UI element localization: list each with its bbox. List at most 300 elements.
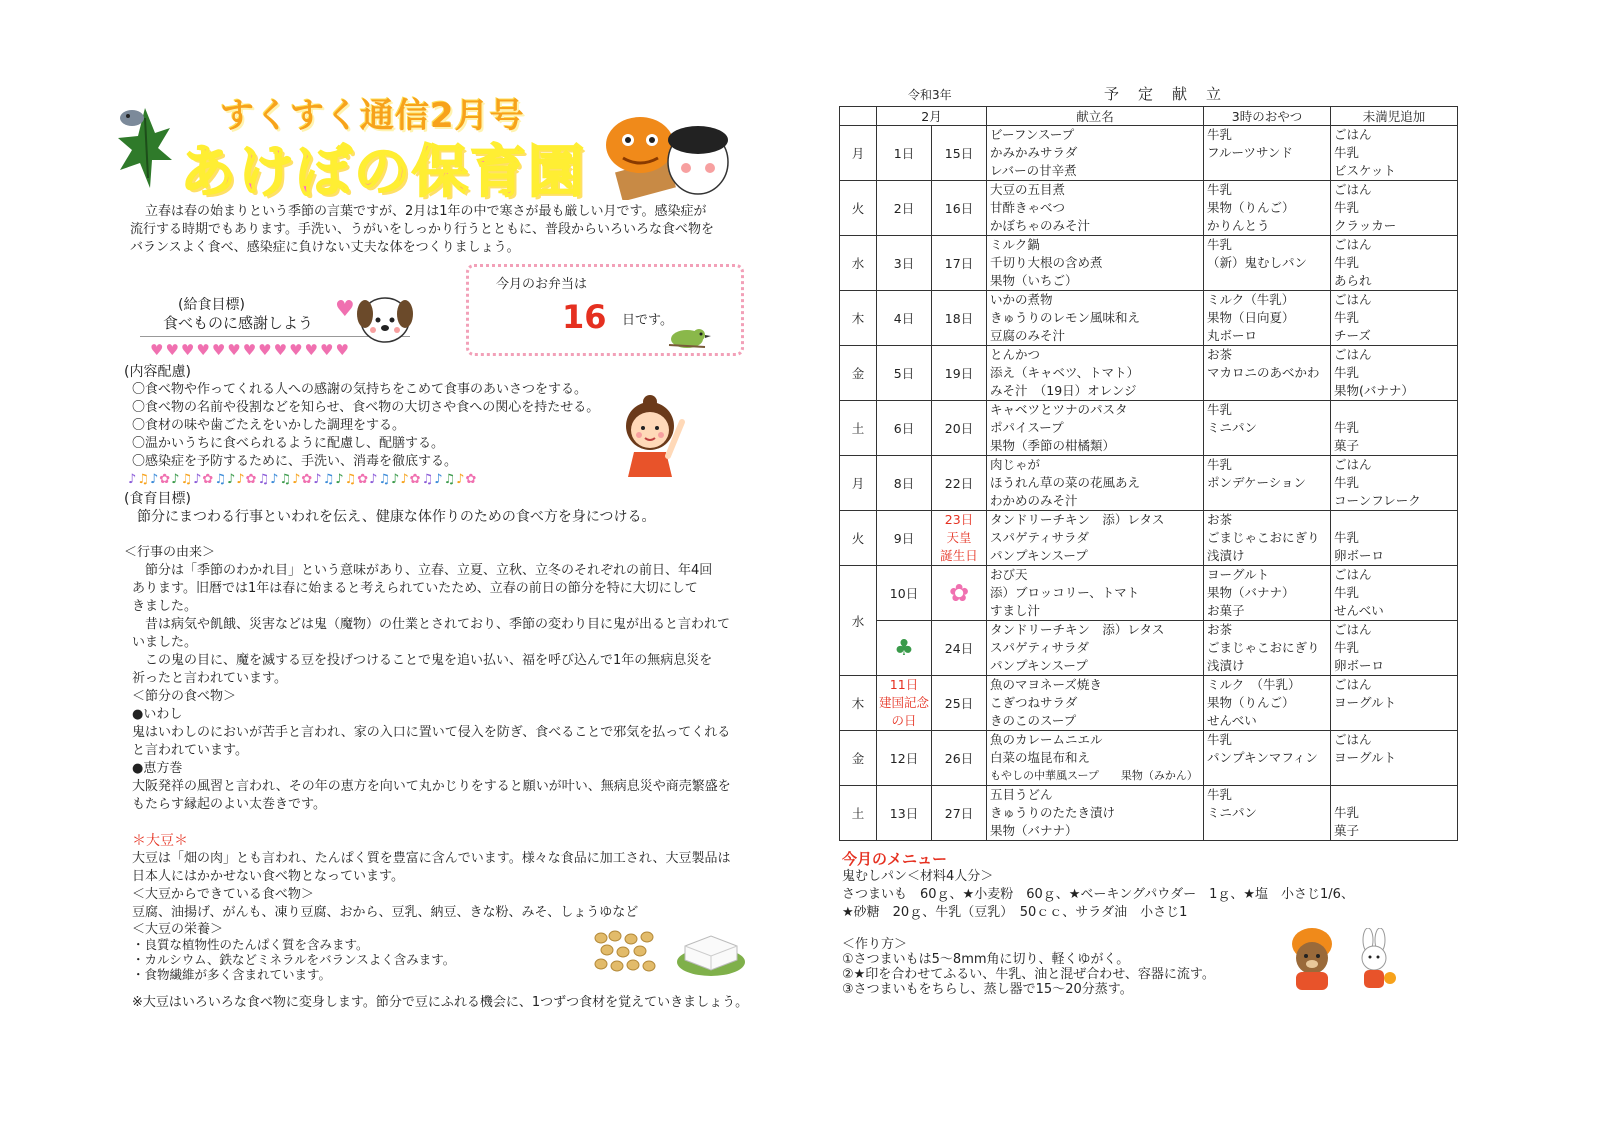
- cell-dow: 金: [840, 346, 877, 401]
- cell-line: ごまじゃこおにぎり: [1207, 640, 1320, 655]
- cell-line: いかの煮物: [990, 292, 1053, 307]
- cell-line: ミルク（牛乳）: [1207, 292, 1295, 307]
- cell-date-1: [877, 676, 932, 731]
- soy-nutrition-item: ・良質な植物性のたんぱく質を含みます。: [132, 937, 369, 952]
- cell-line: 果物（バナナ）: [990, 823, 1078, 838]
- bento-day: 16: [562, 298, 607, 336]
- cell-dow: 土: [840, 401, 877, 456]
- goal-heading: (給食目標): [178, 297, 245, 313]
- cell-line: ごはん: [1334, 347, 1372, 362]
- cell-line: [1334, 767, 1457, 785]
- recipe-step: ①さつまいもは5～8mm角に切り、軽くゆがく。: [842, 952, 1130, 967]
- cell-line: すまし汁: [990, 603, 1041, 618]
- cell-line: あられ: [1334, 273, 1372, 288]
- cell-line: ごまじゃこおにぎり: [1207, 530, 1320, 545]
- cell-line: 白菜の塩昆布和え: [990, 750, 1091, 765]
- cell-line: 肉じゃが: [990, 457, 1041, 472]
- cell-line: 菓子: [1334, 823, 1360, 838]
- cell-line: ごはん: [1334, 127, 1372, 142]
- content-item: 〇食べ物や作ってくれる人への感謝の気持ちをこめて食事のあいさつをする。: [132, 382, 588, 397]
- cell-line: 五目うどん: [990, 787, 1053, 802]
- cell-date-2: 19日: [932, 346, 987, 401]
- goal-text: 食べものに感謝しよう: [163, 314, 314, 332]
- cell-snack: [1204, 346, 1331, 401]
- tofu-icon: [675, 922, 747, 978]
- schedule-era: 令和3年: [908, 88, 952, 102]
- heart-icon: ♥: [335, 341, 349, 359]
- cell-dish: [987, 456, 1204, 511]
- header-dish: 献立名: [987, 107, 1204, 126]
- cell-line: [1334, 712, 1457, 730]
- origin-heading: ＜行事の由来＞: [124, 545, 216, 560]
- cell-line: 牛乳: [1334, 420, 1360, 435]
- header-month: 2月: [877, 107, 987, 126]
- cell-dish: [987, 566, 1204, 621]
- cell-line: 牛乳: [1334, 310, 1360, 325]
- cell-snack: [1204, 236, 1331, 291]
- cell-line: きのこのスープ: [990, 713, 1077, 728]
- cell-line: タンドリーチキン 添）レタス: [990, 512, 1165, 527]
- cell-infant: [1331, 676, 1458, 731]
- education-text: 節分にまつわる行事といわれを伝え、健康な体作りのための食べ方を身につける。: [137, 509, 656, 525]
- cell-line: コーンフレーク: [1334, 493, 1421, 508]
- cell-snack: [1204, 291, 1331, 346]
- table-row: [840, 401, 1458, 456]
- cell-line: 牛乳: [1334, 200, 1360, 215]
- table-row: [840, 236, 1458, 291]
- cell-date-2: 26日: [932, 731, 987, 786]
- recipe-heading: 今月のメニュー: [842, 850, 948, 868]
- cell-infant: [1331, 346, 1458, 401]
- cell-line: きゅうりのレモン風味和え: [990, 310, 1141, 325]
- cell-line: [1207, 437, 1330, 455]
- table-row: [840, 731, 1458, 786]
- table-row: [840, 126, 1458, 181]
- cell-line: 卵ボーロ: [1334, 658, 1385, 673]
- cell-date-1: 6日: [877, 401, 932, 456]
- cell-infant: [1331, 786, 1458, 841]
- heart-icon: ♥: [150, 341, 164, 359]
- cell-line: ヨーグルト: [1334, 750, 1397, 765]
- cell-line: 牛乳: [1334, 255, 1360, 270]
- cell-snack: [1204, 731, 1331, 786]
- heart-icon: ♥: [304, 341, 318, 359]
- cell-line: せんべい: [1334, 603, 1384, 618]
- ehomaki-title: ●恵方巻: [132, 761, 183, 776]
- cell-date-2: 17日: [932, 236, 987, 291]
- table-row: [840, 511, 1458, 566]
- cell-line: もやしの中華風スープ 果物（みかん）: [990, 769, 1198, 782]
- cell-date-1: 9日: [877, 511, 932, 566]
- cell-line: パンプキンマフィン: [1207, 750, 1318, 765]
- cell-line: ごはん: [1334, 292, 1372, 307]
- cell-dish: [987, 676, 1204, 731]
- cell-line: おび天: [990, 567, 1028, 582]
- heart-icon: ♥: [211, 341, 226, 359]
- cell-line: 甘酢きゃべつ: [990, 200, 1066, 215]
- cell-line: ミニパン: [1207, 805, 1258, 820]
- cell-dish: [987, 181, 1204, 236]
- table-row: [840, 676, 1458, 731]
- cell-line: ミルク （牛乳）: [1207, 677, 1301, 692]
- cell-date-2: 25日: [932, 676, 987, 731]
- cell-line: 牛乳: [1334, 640, 1360, 655]
- table-row: [840, 621, 1458, 676]
- cell-dish: [987, 126, 1204, 181]
- cell-line: [1334, 401, 1457, 419]
- oni-mask-icon: [598, 110, 733, 200]
- cell-line: みそ汁 （19日）オレンジ: [990, 383, 1137, 398]
- cell-infant: [1331, 401, 1458, 456]
- cell-date-2: 27日: [932, 786, 987, 841]
- cell-line: 添）ブロッコリー、トマト: [990, 585, 1140, 600]
- cell-line: ミニパン: [1207, 420, 1258, 435]
- bento-prefix: 今月のお弁当は: [496, 277, 588, 292]
- rabbit-icon: [1350, 928, 1398, 992]
- menu-table: [839, 106, 1458, 841]
- recipe-method-heading: ＜作り方＞: [842, 937, 908, 952]
- bento-suffix: 日です。: [622, 313, 673, 328]
- recipe-step: ③さつまいもをちらし、蒸し器で15～20分蒸す。: [842, 982, 1133, 997]
- cell-line: 牛乳: [1334, 145, 1360, 160]
- cell-line: かりんとう: [1207, 218, 1270, 233]
- cell-date-1: 2日: [877, 181, 932, 236]
- cell-line: ヨーグルト: [1334, 695, 1397, 710]
- cell-snack: [1204, 511, 1331, 566]
- cell-line: ごはん: [1334, 237, 1372, 252]
- cell-line: [1207, 272, 1330, 290]
- cell-infant: [1331, 236, 1458, 291]
- cell-line: 菓子: [1334, 438, 1360, 453]
- cell-line: かみかみサラダ: [990, 145, 1078, 160]
- cell-line: こぎつねサラダ: [990, 695, 1078, 710]
- cell-line: [1207, 492, 1330, 510]
- cell-line: わかめのみそ汁: [990, 493, 1078, 508]
- heart-icon: ♥: [289, 341, 303, 359]
- content-item: 〇感染症を予防するために、手洗い、消毒を徹底する。: [132, 454, 458, 469]
- cell-dish: [987, 291, 1204, 346]
- cell-line: ほうれん草の菜の花風あえ: [990, 475, 1141, 490]
- cell-line: 牛乳: [1207, 402, 1233, 417]
- cell-dish: [987, 786, 1204, 841]
- cell-date-2: 15日: [932, 126, 987, 181]
- recipe-step: ②★印を合わせてふるい、牛乳、油と混ぜ合わせ、容器に流す。: [842, 967, 1215, 982]
- origin-line: この鬼の目に、魔を滅する豆を投げつけることで鬼を追い払い、福を呼び込んで1年の無病息災を: [145, 653, 713, 668]
- education-heading: (食育目標): [124, 491, 191, 507]
- cell-line: 大豆の五目煮: [990, 182, 1066, 197]
- cell-line: 果物(バナナ）: [1334, 383, 1414, 398]
- cell-dish: [987, 236, 1204, 291]
- cell-line: 牛乳: [1334, 530, 1360, 545]
- cell-line: 牛乳: [1207, 787, 1233, 802]
- cell-line: 牛乳: [1207, 127, 1233, 142]
- holly-icon: [110, 98, 180, 203]
- soy-foods: 豆腐、油揚げ、がんも、凍り豆腐、おから、豆乳、納豆、きな粉、みそ、しょうゆなど: [132, 905, 639, 920]
- cell-snack: [1204, 126, 1331, 181]
- holiday-label: 天皇: [946, 530, 972, 545]
- holiday-label: 誕生日: [940, 548, 978, 563]
- cell-line: [1207, 767, 1330, 785]
- cell-line: パンプキンスープ: [990, 548, 1088, 563]
- soy-heading: ＊大豆＊: [132, 833, 188, 849]
- table-row: [840, 456, 1458, 511]
- cell-line: お菓子: [1207, 603, 1245, 618]
- cell-line: 魚のカレームニエル: [990, 732, 1103, 747]
- origin-line: 昔は病気や飢餓、災害などは鬼（魔物）の仕業とされており、季節の変わり目に鬼が出ると言われて: [145, 617, 731, 632]
- cell-date-2: [932, 566, 987, 621]
- cell-line: 牛乳: [1334, 365, 1360, 380]
- cell-date-1: 3日: [877, 236, 932, 291]
- cell-line: 豆腐のみそ汁: [990, 328, 1066, 343]
- intro-line-1: 立春は春の始まりという季節の言葉ですが、2月は1年の中で寒さが最も厳しい月です。感染症が: [145, 204, 707, 219]
- origin-line: あります。旧暦では1年は春に始まると考えられていたため、立春の前日の節分を特に大切にして: [132, 581, 698, 596]
- cell-snack: [1204, 401, 1331, 456]
- cell-dow: 水: [840, 236, 877, 291]
- cell-line: 牛乳: [1334, 475, 1360, 490]
- heart-icon: ♥: [165, 341, 179, 359]
- content-item: 〇温かいうちに食べられるように配慮し、配膳する。: [132, 436, 445, 451]
- cell-line: 牛乳: [1207, 457, 1233, 472]
- cell-line: タンドリーチキン 添）レタス: [990, 622, 1165, 637]
- cell-dow: 金: [840, 731, 877, 786]
- cell-infant: [1331, 291, 1458, 346]
- iwashi-line: と言われています。: [132, 743, 248, 758]
- cell-line: クラッカー: [1334, 218, 1397, 233]
- holiday-label: の日: [891, 713, 917, 728]
- girl-icon: [620, 392, 695, 477]
- cell-line: 牛乳: [1207, 732, 1233, 747]
- header-snack: 3時のおやつ: [1204, 107, 1331, 126]
- cell-line: ごはん: [1334, 622, 1372, 637]
- heart-icon: ♥: [273, 341, 288, 359]
- cell-date-1: 4日: [877, 291, 932, 346]
- cell-dow: 水: [840, 566, 877, 676]
- cell-line: ごはん: [1334, 732, 1372, 747]
- cell-date-2: 24日: [932, 621, 987, 676]
- cell-line: 千切り大根の含め煮: [990, 255, 1103, 270]
- cell-line: 牛乳: [1207, 182, 1233, 197]
- schedule-title: 予 定 献 立: [1104, 85, 1224, 103]
- cell-line: 牛乳: [1207, 237, 1233, 252]
- flower-icon: ✿: [948, 579, 970, 607]
- cell-snack: [1204, 181, 1331, 236]
- cell-line: 果物（季節の柑橘類）: [990, 438, 1116, 453]
- heart-icon: ♥: [196, 341, 210, 359]
- cell-line: 果物（りんご）: [1207, 200, 1295, 215]
- cell-dow: 月: [840, 456, 877, 511]
- cell-snack: [1204, 621, 1331, 676]
- cell-line: パンプキンスープ: [990, 658, 1088, 673]
- cell-line: ごはん: [1334, 457, 1372, 472]
- svg-text:♥: ♥: [335, 297, 355, 322]
- cell-line: 果物（りんご）: [1207, 695, 1295, 710]
- bear-oni-icon: [1282, 924, 1342, 992]
- cell-line: 魚のマヨネーズ焼き: [990, 677, 1102, 692]
- table-row: [840, 181, 1458, 236]
- cell-line: ミルク鍋: [990, 237, 1040, 252]
- cell-dow: 月: [840, 126, 877, 181]
- cell-line: ごはん: [1334, 677, 1372, 692]
- cell-dish: [987, 401, 1204, 456]
- cell-date-1: 12日: [877, 731, 932, 786]
- cell-date-2: 20日: [932, 401, 987, 456]
- origin-line: 祈ったと言われています。: [132, 671, 287, 686]
- table-row: [840, 786, 1458, 841]
- cell-line: 果物（いちご）: [990, 273, 1078, 288]
- music-note-row: ♪♫♪✿♪♫♪✿♫♪♪✿♫♪♫♪✿♪♫♪♫✿♪♫♪♪✿♫♪♫♪✿: [128, 472, 478, 487]
- cell-line: ごはん: [1334, 567, 1372, 582]
- origin-line: いました。: [132, 635, 198, 650]
- cell-dish: [987, 621, 1204, 676]
- recipe-name: 鬼むしパン＜材料4人分＞: [842, 869, 994, 884]
- cell-line: レバーの甘辛煮: [990, 163, 1077, 178]
- header-dow: [840, 107, 877, 126]
- cell-line: ビスケット: [1334, 163, 1396, 178]
- ehomaki-line: 大阪発祥の風習と言われ、その年の恵方を向いて丸かじりをすると願いが叶い、無病息災や商売繁盛を: [132, 779, 731, 794]
- cell-infant: [1331, 181, 1458, 236]
- cell-dow: 火: [840, 511, 877, 566]
- cell-date-1: 13日: [877, 786, 932, 841]
- cell-line: フルーツサンド: [1207, 145, 1293, 160]
- cell-line: スパゲティサラダ: [990, 640, 1089, 655]
- cell-line: （新）鬼むしパン: [1207, 255, 1308, 270]
- cell-line: スパゲティサラダ: [990, 530, 1089, 545]
- cell-line: せんべい: [1207, 713, 1257, 728]
- cell-snack: [1204, 786, 1331, 841]
- heart-icon: ♥: [180, 341, 195, 359]
- cell-infant: [1331, 731, 1458, 786]
- cell-date-1: 5日: [877, 346, 932, 401]
- cell-date-1: 1日: [877, 126, 932, 181]
- cell-line: ビーフンスープ: [990, 127, 1075, 142]
- clover-icon: ♣: [894, 635, 914, 661]
- newsletter-title: すくすく通信2月号: [220, 96, 525, 136]
- cell-line: ヨーグルト: [1207, 567, 1270, 582]
- content-item: 〇食材の味や歯ごたえをいかした調理をする。: [132, 418, 406, 433]
- heart-icon: ♥: [319, 341, 334, 359]
- cell-infant: [1331, 456, 1458, 511]
- cell-date-1: [877, 621, 932, 676]
- cell-line: [1334, 786, 1457, 804]
- cell-infant: [1331, 566, 1458, 621]
- holiday-label: 建国記念: [878, 695, 929, 710]
- heart-row: [150, 340, 351, 359]
- cell-line: 卵ボーロ: [1334, 548, 1385, 563]
- table-row: [840, 566, 1458, 621]
- cell-line: チーズ: [1334, 328, 1371, 343]
- cell-dow: 火: [840, 181, 877, 236]
- soy-nutrition-item: ・カルシウム、鉄などミネラルをバランスよく含みます。: [132, 952, 456, 967]
- music-note-icon: ♪: [128, 472, 138, 487]
- cell-dish: [987, 731, 1204, 786]
- cell-line: お茶: [1207, 512, 1233, 527]
- iwashi-line: 鬼はいわしのにおいが苦手と言われ、家の入口に置いて侵入を防ぎ、食べることで邪気を払ってくれる: [132, 725, 731, 740]
- header-infant: 未満児追加: [1331, 107, 1458, 126]
- soy-nutrition-item: ・食物繊維が多く含まれています。: [132, 967, 332, 982]
- cell-line: 丸ボーロ: [1207, 328, 1258, 343]
- cell-dish: [987, 511, 1204, 566]
- cell-line: 浅漬け: [1207, 658, 1245, 673]
- cell-dow: 木: [840, 291, 877, 346]
- holiday-label: 11日: [889, 677, 919, 692]
- table-row: [840, 291, 1458, 346]
- cell-date-1: 10日: [877, 566, 932, 621]
- cell-dish: [987, 346, 1204, 401]
- heart-icon: ♥: [258, 341, 272, 359]
- cell-line: ごはん: [1334, 182, 1372, 197]
- cell-line: 牛乳: [1334, 805, 1360, 820]
- origin-line: きました。: [132, 599, 198, 614]
- content-heading: (内容配慮): [124, 364, 191, 380]
- table-header-row: [840, 107, 1458, 126]
- cell-line: キャベツとツナのパスタ: [990, 402, 1128, 417]
- soybeans-icon: [593, 930, 658, 975]
- cell-line: とんかつ: [990, 347, 1041, 362]
- intro-line-2: 流行する時期でもあります。手洗い、うがいをしっかり行うとともに、普段からいろいろな食べ物を: [130, 222, 714, 237]
- cell-date-2: 16日: [932, 181, 987, 236]
- cell-line: かぼちゃのみそ汁: [990, 218, 1091, 233]
- holiday-label: 23日: [944, 512, 974, 527]
- recipe-ingredients: ★砂糖 20ｇ、牛乳（豆乳） 50ｃｃ、サラダ油 小さじ1: [842, 905, 1188, 920]
- cell-line: [1207, 822, 1330, 840]
- cell-dow: 木: [840, 676, 877, 731]
- soy-foods-heading: ＜大豆からできている食べ物＞: [132, 887, 314, 902]
- soy-line: 大豆は「畑の肉」とも言われ、たんぱく質を豊富に含んでいます。様々な食品に加工され、大豆製品は: [132, 851, 731, 866]
- cell-line: [1207, 162, 1330, 180]
- cell-line: 牛乳: [1334, 585, 1360, 600]
- soy-line: 日本人にはかかせない食べ物となっています。: [132, 869, 404, 884]
- soy-footer: ※大豆はいろいろな食べ物に変身します。節分で豆にふれる機会に、1つずつ食材を覚えていきましょう。: [132, 995, 749, 1010]
- nursery-name: あけぼの保育園: [180, 140, 586, 205]
- content-item: 〇食べ物の名前や役割などを知らせ、食べ物の大切さや食への関心を持たせる。: [132, 400, 600, 415]
- heart-icon: ♥: [227, 341, 241, 359]
- recipe-ingredients: さつまいも 60ｇ、★小麦粉 60ｇ、★ベーキングパウダー 1ｇ、★塩 小さじ1/6、: [842, 887, 1354, 902]
- origin-line: 節分は「季節のわかれ目」という意味があり、立春、立夏、立秋、立冬のそれぞれの前日、年4回: [145, 563, 713, 578]
- cell-line: ポパイスープ: [990, 420, 1064, 435]
- cell-date-1: 8日: [877, 456, 932, 511]
- cell-snack: [1204, 566, 1331, 621]
- cell-date-2: 18日: [932, 291, 987, 346]
- cell-line: 浅漬け: [1207, 548, 1245, 563]
- cell-line: 添え（キャベツ、トマト）: [990, 365, 1140, 380]
- bird-icon: [665, 325, 711, 353]
- cell-snack: [1204, 676, 1331, 731]
- heart-icon: ♥: [242, 341, 257, 359]
- cell-dow: 土: [840, 786, 877, 841]
- cell-line: マカロニのあべかわ: [1207, 365, 1320, 380]
- soy-nutrition-heading: ＜大豆の栄養＞: [132, 922, 224, 937]
- iwashi-title: ●いわし: [132, 707, 183, 722]
- cell-snack: [1204, 456, 1331, 511]
- setsubun-food-heading: ＜節分の食べ物＞: [132, 689, 237, 704]
- cell-date-2: 22日: [932, 456, 987, 511]
- cell-line: 果物（日向夏）: [1207, 310, 1295, 325]
- ehomaki-line: もたらす縁起のよい太巻きです。: [132, 797, 326, 812]
- cell-line: 果物（バナナ）: [1207, 585, 1295, 600]
- cell-line: [1207, 382, 1330, 400]
- cell-line: お茶: [1207, 622, 1233, 637]
- cell-line: [1334, 511, 1457, 529]
- cell-line: きゅうりのたたき漬け: [990, 805, 1116, 820]
- table-row: [840, 346, 1458, 401]
- cell-date-2: [932, 511, 987, 566]
- cell-line: ポンデケーション: [1207, 475, 1307, 490]
- cell-infant: [1331, 511, 1458, 566]
- intro-line-3: バランスよく食べ、感染症に負けない丈夫な体をつくりましょう。: [130, 240, 520, 255]
- cell-line: お茶: [1207, 347, 1233, 362]
- cell-infant: [1331, 621, 1458, 676]
- cell-infant: [1331, 126, 1458, 181]
